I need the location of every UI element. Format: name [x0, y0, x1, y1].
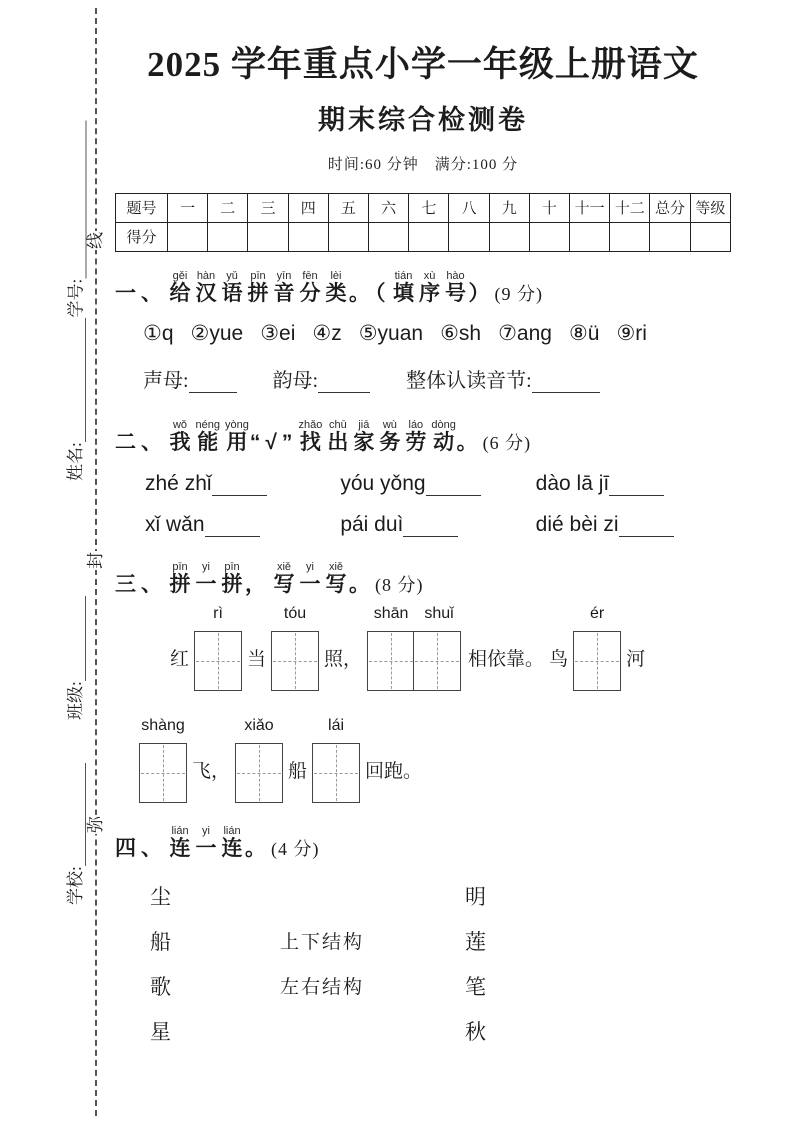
score-points: (6 分): [482, 432, 532, 453]
section-2-heading: [115, 419, 731, 455]
heading-char: 序xù: [419, 269, 440, 305]
heading-char: 给gěi: [169, 269, 191, 305]
writing-line: [115, 605, 731, 691]
grid-pinyin-row: [194, 605, 242, 631]
score-points: (4 分): [271, 838, 320, 859]
heading-char: 家jiā: [353, 418, 375, 454]
heading-text: “√”: [249, 430, 298, 454]
section-1-pinyin-options: [115, 321, 731, 346]
heading-char: 一yi: [195, 824, 217, 860]
finals-blank-pair: [273, 364, 371, 393]
score-cell: [248, 222, 288, 251]
heading-char: 汉hàn: [195, 269, 217, 305]
writing-grid-group: [367, 605, 463, 691]
grid-cell-row: [573, 631, 621, 691]
school-label: 学校:: [66, 866, 86, 905]
writing-grid-group: [271, 605, 319, 691]
score-column-header: 二: [208, 193, 248, 222]
chore-pinyin: yóu yǒng: [340, 471, 426, 495]
page-subtitle: 期末综合检测卷: [318, 104, 528, 135]
chore-pinyin: zhé zhǐ: [145, 471, 212, 495]
score-table: [115, 193, 731, 252]
heading-char: 劳láo: [405, 418, 427, 454]
grid-pinyin-row: [312, 717, 360, 743]
chore-option: [536, 513, 731, 537]
answer-blank: [619, 519, 674, 537]
heading-text: 。: [245, 836, 271, 860]
grid-pinyin-row: [139, 717, 187, 743]
score-points: (9 分): [494, 283, 543, 304]
heading-text: 二、: [115, 430, 167, 454]
line-text: 河: [626, 648, 646, 670]
page-title: 2025 学年重点小学一年级上册语文: [147, 45, 699, 84]
seal-char: 线: [83, 231, 108, 250]
score-column-header: 十: [529, 193, 569, 222]
chore-option: [145, 472, 340, 496]
heading-text: 。: [456, 430, 483, 454]
heading-text: 。: [349, 572, 375, 596]
score-column-header: 一: [168, 193, 208, 222]
score-cell: [650, 222, 690, 251]
exam-paper: [115, 0, 731, 1053]
score-row-label: 得分: [116, 222, 168, 251]
pinyin-option: ②yue: [190, 321, 244, 345]
match-right-item: 笔: [465, 974, 486, 999]
score-column-header: 等级: [690, 193, 730, 222]
option-row: [115, 513, 731, 537]
heading-char: 拼pīn: [247, 269, 269, 305]
answer-blank: [318, 375, 370, 393]
seal-char: 弥: [83, 815, 108, 834]
section-2-options: [115, 472, 731, 537]
heading-char: 动dòng: [431, 418, 456, 454]
line-text: 回跑。: [365, 760, 423, 782]
grid-pinyin-label: shàng: [141, 716, 185, 734]
match-right-item: 秋: [465, 1019, 486, 1044]
heading-char: 分fēn: [299, 269, 321, 305]
grid-cell-row: [271, 631, 319, 691]
name-blank: [70, 318, 86, 442]
writing-grid: [367, 631, 415, 691]
score-cell: [690, 222, 730, 251]
heading-text: 。（: [349, 281, 391, 305]
score-cell: [288, 222, 328, 251]
whole-syllables-label: 整体认读音节:: [406, 369, 532, 392]
student-number-label: 学号:: [66, 278, 86, 318]
match-structure-item: 上下结构: [280, 932, 365, 954]
score-table-header-row: [116, 193, 731, 222]
answer-blank: [205, 519, 260, 537]
section-1-heading: [115, 270, 731, 306]
grid-pinyin-label: shuǐ: [424, 604, 454, 622]
grid-pinyin-label: ér: [589, 604, 605, 622]
class-blank: [70, 596, 86, 681]
heading-char: 连lián: [169, 824, 191, 860]
heading-char: 语yǔ: [221, 269, 243, 305]
school-field: [64, 735, 86, 905]
section-1-answer-row: [115, 364, 731, 393]
grid-cell-row: [367, 631, 463, 691]
writing-grid: [413, 631, 461, 691]
pinyin-option: ①q: [143, 321, 174, 345]
score-column-header: 九: [489, 193, 529, 222]
score-column-header: 十二: [610, 193, 650, 222]
score-column-header: 六: [369, 193, 409, 222]
pinyin-option: ⑧ü: [568, 321, 600, 345]
score-column-header: 三: [248, 193, 288, 222]
chore-pinyin: xǐ wǎn: [145, 512, 205, 536]
answer-blank: [212, 478, 267, 496]
grid-pinyin-row: [573, 605, 621, 631]
writing-grid-group: [573, 605, 621, 691]
grid-cell-row: [312, 743, 360, 803]
pinyin-option: ⑦ang: [498, 321, 552, 345]
initials-label: 声母:: [143, 369, 189, 392]
answer-blank: [189, 375, 237, 393]
heading-char: 填tián: [393, 269, 414, 305]
student-number-blank: [71, 121, 87, 279]
initials-blank-pair: [143, 364, 237, 393]
section-3-heading: [115, 561, 731, 597]
writing-grid-group: [194, 605, 242, 691]
chore-pinyin: dié bèi zi: [535, 512, 619, 536]
answer-blank: [426, 478, 481, 496]
section-4-matching: [150, 873, 731, 1053]
chore-pinyin: pái duì: [340, 512, 404, 536]
line-text: 红: [170, 648, 190, 670]
match-right-item: 明: [465, 884, 486, 909]
score-cell: [610, 222, 650, 251]
score-cell: [208, 222, 248, 251]
writing-grid: [312, 743, 360, 803]
heading-text: 三、: [115, 572, 167, 596]
grid-cell-row: [139, 743, 187, 803]
heading-char: 号hào: [445, 269, 466, 305]
exam-meta: 时间:60 分钟 满分:100 分: [327, 156, 519, 173]
pinyin-option: ④z: [312, 321, 342, 345]
name-field: [64, 291, 86, 481]
class-label: 班级:: [66, 681, 86, 720]
grid-pinyin-label: rì: [213, 604, 223, 622]
chore-option: [340, 472, 535, 496]
school-blank: [70, 763, 86, 866]
grid-pinyin-label: xiǎo: [244, 716, 274, 734]
score-column-header: 八: [449, 193, 489, 222]
score-column-header: 七: [409, 193, 449, 222]
pinyin-option: ⑤yuan: [358, 321, 424, 345]
score-column-header: 四: [288, 193, 328, 222]
student-number-field: [65, 93, 87, 318]
writing-grid: [194, 631, 242, 691]
pinyin-option: ⑥sh: [440, 321, 482, 345]
match-left-item: 星: [150, 1019, 171, 1044]
line-text: 船: [288, 760, 308, 782]
heading-char: 用yòng: [224, 418, 249, 454]
score-cell: [529, 222, 569, 251]
answer-blank: [609, 478, 664, 496]
class-field: [64, 570, 86, 720]
line-text: 相依靠。: [468, 648, 545, 670]
option-row: [115, 472, 731, 496]
heading-char: 能néng: [195, 418, 220, 454]
heading-char: 一yi: [195, 560, 217, 596]
writing-grid: [139, 743, 187, 803]
heading-char: 一yi: [299, 560, 321, 596]
chore-pinyin: dào lā jī: [535, 471, 610, 495]
heading-text: 一、: [115, 281, 167, 305]
score-cell: [328, 222, 368, 251]
heading-char: 拼pīn: [221, 560, 243, 596]
grid-pinyin-label: tóu: [283, 604, 307, 622]
writing-grid: [271, 631, 319, 691]
grid-pinyin-row: [235, 717, 283, 743]
match-left-item: 尘: [150, 884, 171, 909]
line-text: 鸟: [549, 648, 569, 670]
heading-char: 连lián: [221, 824, 243, 860]
heading-text: ，: [245, 572, 271, 596]
name-label: 姓名:: [66, 442, 86, 481]
grid-pinyin-label: shān: [373, 604, 409, 622]
heading-char: 写xiě: [325, 560, 347, 596]
writing-grid: [235, 743, 283, 803]
score-points: (8 分): [375, 574, 424, 595]
score-column-header: 总分: [650, 193, 690, 222]
question-number-header: 题号: [116, 193, 168, 222]
heading-char: 音yīn: [273, 269, 295, 305]
heading-text: ）: [468, 281, 495, 305]
score-cell: [570, 222, 610, 251]
score-cell: [168, 222, 208, 251]
writing-grid-group: [139, 717, 187, 803]
grid-pinyin-row: [367, 605, 463, 631]
writing-grid-group: [312, 717, 360, 803]
section-3-writing-lines: [115, 605, 731, 803]
score-cell: [409, 222, 449, 251]
match-left-item: 船: [150, 929, 171, 954]
score-column-header: 五: [328, 193, 368, 222]
grid-cell-row: [194, 631, 242, 691]
heading-char: 拼pīn: [169, 560, 191, 596]
heading-char: 类lèi: [325, 269, 347, 305]
grid-pinyin-row: [271, 605, 319, 631]
pinyin-option: ③ei: [260, 321, 296, 345]
section-4-heading: [115, 825, 731, 861]
answer-blank: [403, 519, 458, 537]
score-table-score-row: [116, 222, 731, 251]
score-column-header: 十一: [570, 193, 610, 222]
chore-option: [340, 513, 535, 537]
writing-grid-group: [235, 717, 283, 803]
score-cell: [489, 222, 529, 251]
match-structure-item: 左右结构: [280, 977, 365, 999]
match-left-item: 歌: [150, 974, 171, 999]
writing-line: [115, 717, 731, 803]
match-right-item: 莲: [465, 929, 486, 954]
chore-option: [145, 513, 340, 537]
finals-label: 韵母:: [272, 369, 319, 392]
heading-char: 写xiě: [273, 560, 295, 596]
grid-cell-row: [235, 743, 283, 803]
seal-char: 封: [83, 551, 108, 570]
heading-char: 找zhǎo: [298, 418, 323, 454]
score-cell: [449, 222, 489, 251]
heading-char: 我wǒ: [169, 418, 191, 454]
line-text: 照，: [324, 648, 363, 670]
heading-char: 务wù: [379, 418, 401, 454]
grid-pinyin-label: lái: [328, 716, 345, 734]
heading-text: 四、: [115, 836, 167, 860]
writing-grid: [573, 631, 621, 691]
whole-syllables-blank-pair: [406, 364, 600, 393]
chore-option: [536, 472, 731, 496]
line-text: 飞，: [192, 760, 231, 782]
heading-char: 出chū: [327, 418, 349, 454]
line-text: 当: [247, 648, 267, 670]
answer-blank: [532, 375, 600, 393]
score-cell: [369, 222, 409, 251]
pinyin-option: ⑨ri: [616, 321, 647, 345]
